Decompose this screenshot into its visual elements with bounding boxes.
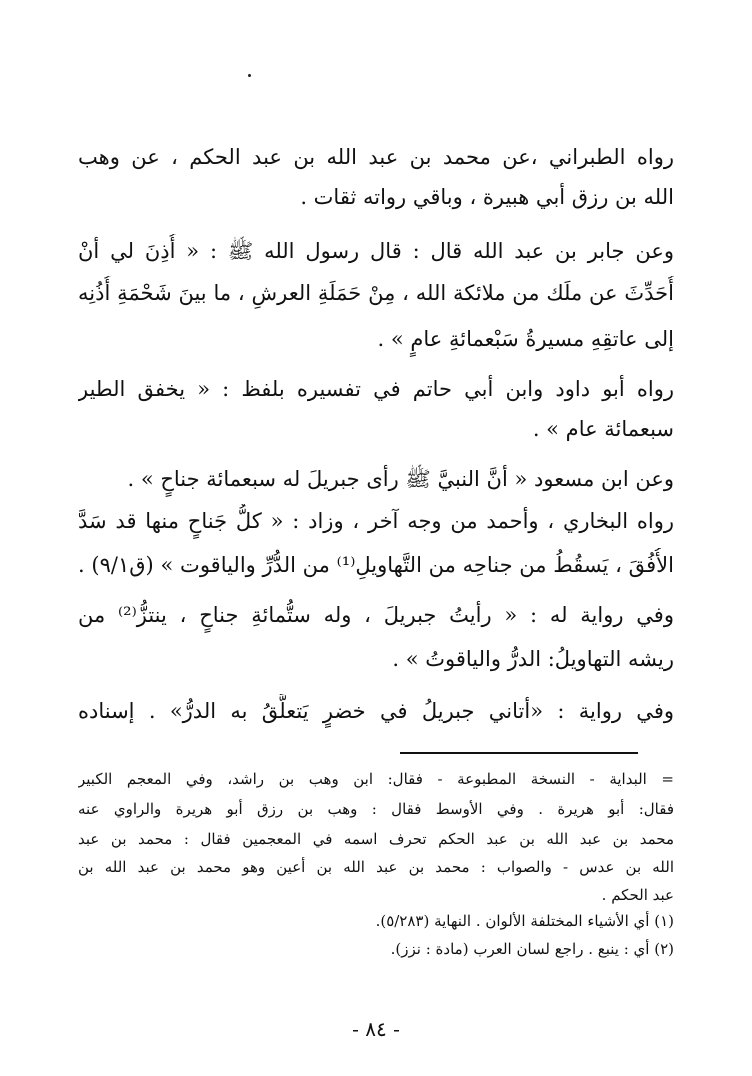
body-line-7: سبعمائة عام » . [532, 417, 674, 441]
body-line-13: وفي رواية : «أتاني جبريلُ في خضرٍ يَتعلَّقُ به الدرُّ» . إسناده [78, 699, 674, 723]
body-line-1: رواه الطبراني ،عن محمد بن عبد الله بن عبد الحكم ، عن وهب [78, 145, 674, 169]
body-line-10: الأُفُقَ ، يَسقُطُ من جناحِه من التَّهاويلِ⁽¹⁾ من الدُّرِّ والياقوت » (ق٩/١) . [78, 553, 674, 577]
body-line-4: أُحَدِّثَ عن ملَك من ملائكة الله ، مِنْ حَمَلَةِ العرشِ ، ما بينَ شَحْمَةِ أُذُنِه [78, 281, 674, 305]
body-line-8: وعن ابن مسعود « أنَّ النبيَّ ﷺ رأى جبريلَ له سبعمائة جناحٍ » . [127, 467, 674, 491]
body-line-5: إلى عاتقِهِ مسيرةُ سَبْعمائةِ عامٍ » . [377, 327, 674, 351]
body-line-11: وفي رواية له : « رأيتُ جبريلَ ، وله ستُّمائةِ جناحٍ ، ينتزُّ⁽²⁾ من [78, 603, 674, 627]
body-line-2: الله بن رزق أبي هبيرة ، وباقي رواته ثقات . [300, 185, 674, 209]
footnote-line-3: محمد بن عبد الله بن عبد الحكم تحرف اسمه في المعجمين فقال : محمد بن عبد [78, 830, 674, 848]
footnote-line-5: عبد الحكم . [601, 886, 674, 904]
body-line-6: رواه أبو داود وابن أبي حاتم في تفسيره بلفظ : « يخفق الطير [78, 377, 674, 401]
body-line-9: رواه البخاري ، وأحمد من وجه آخر ، وزاد : « كلُّ جَناحٍ منها قد سَدَّ [78, 509, 674, 533]
body-line-3: وعن جابر بن عبد الله قال : قال رسول الله ﷺ : « أُذِنَ لي أنْ [78, 239, 674, 263]
footnote-separator [400, 752, 638, 754]
footnote-2: (٢) أي : ينبع . راجع لسان العرب (مادة : نزز). [390, 940, 674, 958]
footnote-line-2: فقال: أبو هريرة . وفي الأوسط فقال : وهب بن رزق أبو هريرة والراوي عنه [78, 800, 674, 818]
body-line-12: ريشه التهاويلُ: الدرُّ والياقوتُ » . [392, 647, 674, 671]
page-number: - ٨٤ - [352, 1017, 400, 1041]
footnote-line-1: = البداية - النسخة المطبوعة - فقال: ابن وهب بن راشد، وفي المعجم الكبير [78, 770, 674, 788]
footnote-1: (١) أي الأشياء المختلفة الألوان . النهاية (٥/٢٨٣). [375, 912, 674, 930]
footnote-line-4: الله بن عدس - والصواب : محمد بن عبد الله بن أعين وهو محمد بن عبد الله بن [78, 858, 674, 876]
ink-speck [248, 74, 251, 77]
